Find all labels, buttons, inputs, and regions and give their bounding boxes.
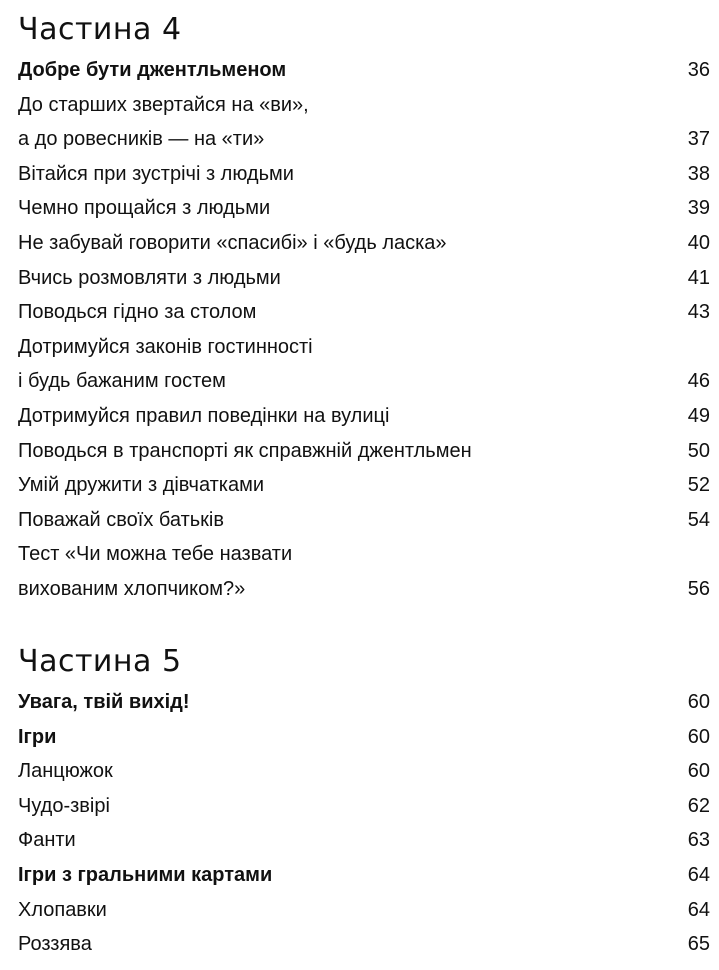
toc-entry-title-line: Роззява [18,933,92,956]
toc-entry-title-line: Поважай своїх батьків [18,508,224,531]
toc-entry-title-line: а до ровесників — на «ти» [18,128,265,151]
toc-entry [18,88,712,157]
toc-entry-title-line: Умій дружити з дівчатками [18,474,265,497]
toc-page-number: 60 [687,725,710,748]
toc-entry-title-line: Добре бути джентльменом [18,59,287,81]
toc-entry [18,399,712,434]
toc-entry [18,893,712,928]
toc-entry [18,434,712,469]
toc-entry-title-line: Поводься гідно за столом [18,301,257,324]
toc-entry-title-line: Дотримуйся законів гостинності [18,335,313,358]
toc-page-number: 64 [687,898,710,921]
toc-page-number: 40 [687,231,710,254]
toc-page-number: 56 [687,577,710,600]
toc-entry-title-line: Хлопавки [18,898,107,921]
toc-page-number: 64 [687,863,710,886]
toc-entry-title-line: Дотримуйся правил поведінки на вулиці [18,404,390,427]
toc-entry-title-line: Тест «Чи можна тебе назвати [18,543,293,566]
toc-entry [18,226,712,261]
toc-entry-title-line: Ігри [18,725,57,748]
toc-entry [18,53,712,88]
toc-entry-title-line: і будь бажаним гостем [18,370,226,393]
toc-entry-title-line: Поводься в транспорті як справжній джентльмен [18,439,472,462]
toc-entry [18,295,712,330]
toc-page-number: 65 [687,933,710,956]
toc-entry-title-line: Чудо-звірі [18,794,110,817]
toc-entry [18,330,712,399]
toc-entry [18,157,712,192]
toc-entry [18,261,712,296]
toc-page-number: 60 [687,691,710,713]
toc-entry [18,823,712,858]
part-4-heading: Частина 4 [18,12,182,47]
toc-page-number: 63 [687,829,710,852]
toc-entry [18,191,712,226]
toc-page-number: 41 [687,266,710,289]
toc-page-number: 43 [687,301,710,324]
toc-entry [18,789,712,824]
toc-entry [18,754,712,789]
toc-entry [18,468,712,503]
toc-entry-title-line: Увага, твій вихід! [18,691,190,713]
part-5-contents [18,685,712,962]
toc-entry-title-line: Фанти [18,829,76,852]
toc-entry [18,927,712,962]
toc-entry [18,858,712,893]
toc-entry [18,685,712,720]
toc-entry-title-line: До старших звертайся на «ви», [18,93,309,116]
toc-entry-title-line: Вітайся при зустрічі з людьми [18,162,294,185]
toc-page-number: 38 [687,162,710,185]
toc-entry-title-line: Ігри з гральними картами [18,863,273,886]
toc-page-number: 62 [687,794,710,817]
toc-page-number: 54 [687,508,710,531]
part-5-heading: Частина 5 [18,644,182,679]
toc-entry [18,720,712,755]
part-4-contents [18,53,712,607]
toc-page-number: 36 [687,59,710,81]
toc-page-number: 60 [687,760,710,783]
toc-page-number: 50 [687,439,710,462]
toc-entry [18,537,712,606]
toc-page-number: 46 [687,370,710,393]
toc-page-number: 49 [687,404,710,427]
toc-entry-title-line: Вчись розмовляти з людьми [18,266,281,289]
toc-entry-title-line: Чемно прощайся з людьми [18,197,271,220]
toc-entry-title-line: Ланцюжок [18,760,113,783]
toc-entry-title-line: вихованим хлопчиком?» [18,577,246,600]
toc-entry-title-line: Не забувай говорити «спасибі» і «будь ласка» [18,231,447,254]
toc-entry [18,503,712,538]
toc-page-number: 39 [687,197,710,220]
toc-page-number: 52 [687,474,710,497]
toc-page-number: 37 [687,128,710,151]
